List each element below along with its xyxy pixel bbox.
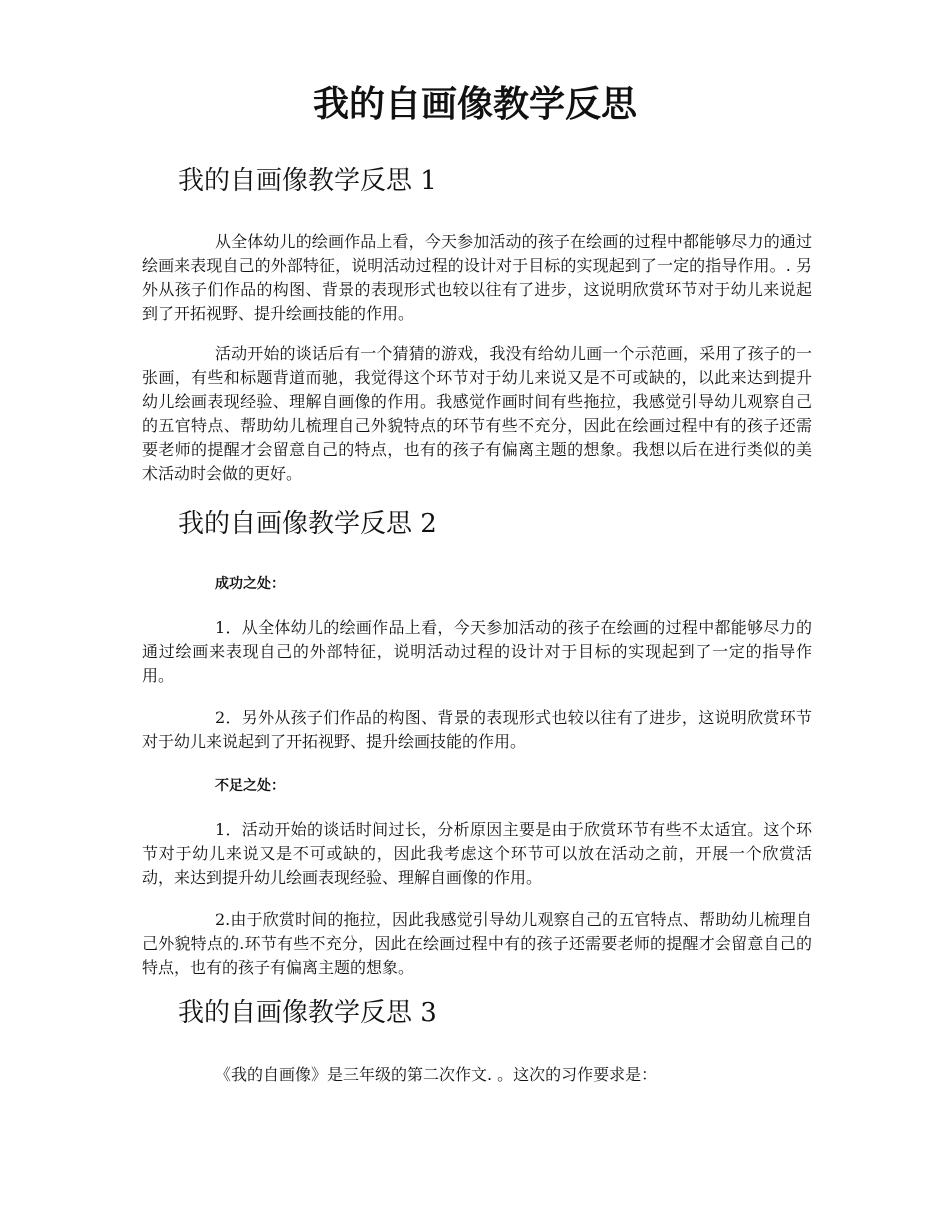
paragraph-text: 1．从全体幼儿的绘画作品上看，今天参加活动的孩子在绘画的过程中都能够尽力的通过绘画来表现自己的外部特征，说明活动过程的设计对于目标的实现起到了一定的指导作用。	[142, 618, 812, 685]
section-3-heading: 我的自画像教学反思 3	[178, 998, 437, 1028]
shortcoming-label: 不足之处：	[215, 778, 285, 794]
shortcoming-item-2	[142, 908, 812, 980]
paragraph-text: 2．另外从孩子们作品的构图、背景的表现形式也较以往有了进步，这说明欣赏环节对于幼儿来说起到了开拓视野、提升绘画技能的作用。	[142, 708, 812, 751]
paragraph-text: 《我的自画像》是三年级的第二次作文. 。这次的习作要求是：	[215, 1065, 658, 1084]
paragraph-text: 1．活动开始的谈话时间过长，分析原因主要是由于欣赏环节有些不太适宜。这个环节对于幼儿来说又是不可或缺的，因此我考虑这个环节可以放在活动之前，开展一个欣赏活动，来达到提升幼儿绘画表现经验、理解自画像的作用。	[142, 820, 812, 887]
paragraph-text: 2.由于欣赏时间的拖拉，因此我感觉引导幼儿观察自己的五官特点、帮助幼儿梳理自己外貌特点的.环节有些不充分，因此在绘画过程中有的孩子还需要老师的提醒才会留意自己的特点，也有的孩子有偏离主题的想象。	[142, 910, 812, 977]
document-title: 我的自画像教学反思	[312, 83, 637, 125]
section-1-heading: 我的自画像教学反思 1	[178, 166, 437, 196]
section-3-paragraph-1	[142, 1063, 812, 1087]
shortcoming-item-1	[142, 818, 812, 890]
success-label: 成功之处：	[215, 576, 285, 592]
success-item-2	[142, 706, 812, 754]
paragraph-text: 活动开始的谈话后有一个猜猜的游戏，我没有给幼儿画一个示范画，采用了孩子的一张画，有些和标题背道而驰，我觉得这个环节对于幼儿来说又是不可或缺的，以此来达到提升幼儿绘画表现经验、理解自画像的作用。我感觉作画时间有些拖拉，我感觉引导幼儿观察自己的五官特点、帮助幼儿梳理自己外貌特点的环节有些不充分，因此在绘画过程中有的孩子还需要老师的提醒才会留意自己的特点，也有的孩子有偏离主题的想象。我想以后在进行类似的美术活动时会做的更好。	[142, 344, 812, 483]
section-2-heading: 我的自画像教学反思 2	[178, 509, 437, 539]
paragraph-text: 从全体幼儿的绘画作品上看，今天参加活动的孩子在绘画的过程中都能够尽力的通过绘画来表现自己的外部特征，说明活动过程的设计对于目标的实现起到了一定的指导作用。. 另外从孩子们作品的构图、背景的表现形式也较以往有了进步，这说明欣赏环节对于幼儿来说起到了开拓视野、提升绘画技能的作用。	[142, 232, 812, 323]
section-1-paragraph-2	[142, 342, 812, 486]
section-1-paragraph-1	[142, 230, 812, 326]
success-item-1	[142, 616, 812, 688]
